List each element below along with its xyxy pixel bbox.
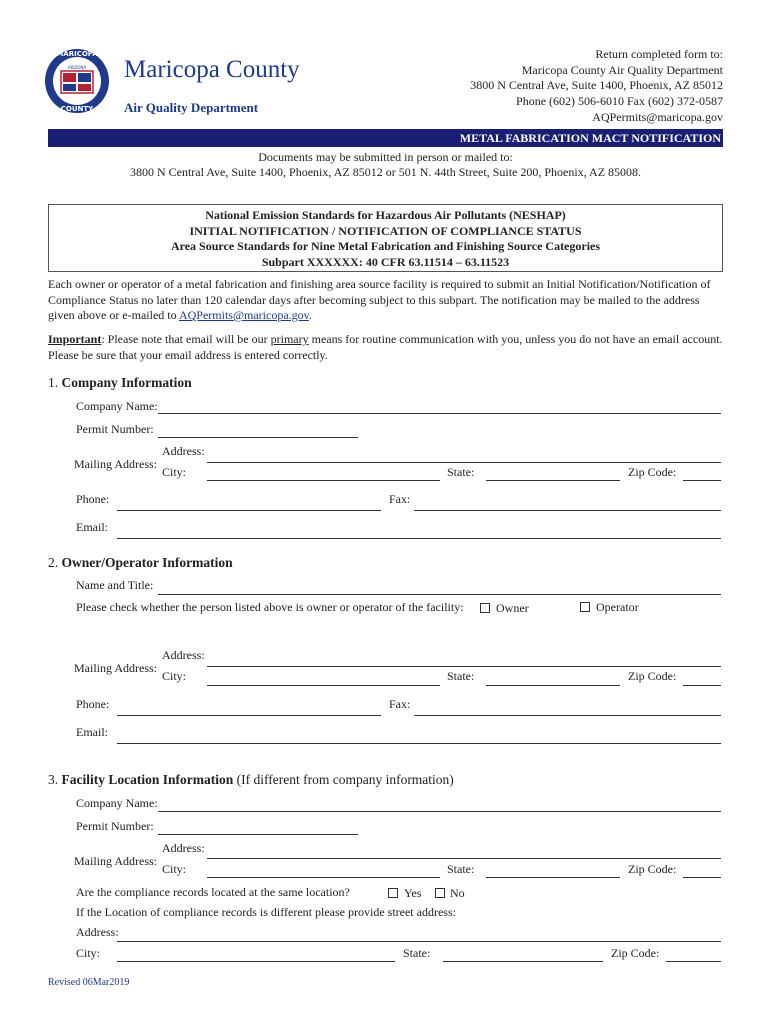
city-field[interactable]: [207, 480, 440, 481]
seal-text-top: MARICOPA: [56, 50, 98, 58]
records-address-field[interactable]: [117, 941, 721, 942]
primary-word: primary: [270, 332, 309, 346]
important-paragraph: [48, 332, 723, 363]
state-label: State:: [447, 862, 475, 876]
important-text-2: means for routine communication with you, unless you do not have an email account. Please be sure that your email address is entered correctly.: [48, 332, 723, 362]
permit-number-field[interactable]: [158, 437, 358, 438]
section-3-title: [48, 772, 454, 788]
return-line: 3800 N Central Ave, Suite 1400, Phoenix, AZ 85012: [470, 78, 723, 93]
organization-name: Maricopa County: [124, 56, 300, 83]
company-name-field[interactable]: [158, 811, 721, 812]
permit-number-label: Permit Number:: [76, 422, 154, 436]
revision-date: Revised 06Mar2019: [48, 977, 130, 988]
important-label: Important: [48, 332, 102, 346]
permit-number-field[interactable]: [158, 834, 358, 835]
mailing-address-label: Mailing Address:: [74, 854, 157, 868]
email-label: Email:: [76, 520, 108, 534]
mailing-address-label: Mailing Address:: [74, 661, 157, 675]
yes-checkbox[interactable]: [388, 888, 398, 898]
records-state-field[interactable]: [443, 961, 603, 962]
zip-label: Zip Code:: [628, 465, 677, 479]
email-field[interactable]: [117, 743, 721, 744]
records-city-label: City:: [76, 946, 101, 960]
address-label: Address:: [162, 648, 205, 662]
company-name-label: Company Name:: [76, 399, 158, 413]
phone-field[interactable]: [117, 715, 381, 716]
address-field[interactable]: [207, 666, 721, 667]
address-field[interactable]: [207, 462, 721, 463]
section-heading: Owner/Operator Information: [61, 555, 233, 570]
intro-end: .: [308, 308, 312, 322]
owner-label: Owner: [496, 601, 529, 615]
name-title-label: Name and Title:: [76, 578, 154, 592]
return-email: AQPermits@maricopa.gov: [592, 109, 723, 124]
fax-field[interactable]: [414, 715, 721, 716]
company-name-label: Company Name:: [76, 796, 158, 810]
records-address-label: Address:: [76, 925, 119, 939]
docs-line: 3800 N Central Ave, Suite 1400, Phoenix, AZ 85012 or 501 N. 44th Street, Suite 200, Phoenix, AZ 85008.: [129, 165, 642, 179]
state-field[interactable]: [486, 480, 620, 481]
permit-number-label: Permit Number:: [76, 819, 154, 833]
no-label: No: [450, 886, 465, 900]
form-title-banner: METAL FABRICATION MACT NOTIFICATION: [48, 129, 723, 147]
email-link[interactable]: AQPermits@maricopa.gov: [178, 308, 309, 322]
seal-text-state: ARIZONA: [67, 65, 87, 70]
address-label: Address:: [162, 444, 205, 458]
operator-checkbox[interactable]: [580, 602, 590, 612]
records-city-field[interactable]: [117, 961, 395, 962]
phone-field[interactable]: [117, 510, 381, 511]
intro-paragraph: [48, 277, 723, 324]
fax-field[interactable]: [414, 510, 721, 511]
neshap-line: INITIAL NOTIFICATION / NOTIFICATION OF COMPLIANCE STATUS: [189, 223, 582, 238]
neshap-box: [48, 204, 723, 272]
operator-label: Operator: [596, 600, 639, 614]
return-line: Phone (602) 506-6010 Fax (602) 372-0587: [516, 94, 723, 109]
mailing-address-label: Mailing Address:: [74, 457, 157, 471]
fax-label: Fax:: [389, 492, 411, 506]
city-field[interactable]: [207, 877, 440, 878]
section-number: 2.: [48, 555, 62, 570]
yes-label: Yes: [404, 886, 422, 900]
address-label: Address:: [162, 841, 205, 855]
state-label: State:: [447, 465, 475, 479]
state-label: State:: [447, 669, 475, 683]
section-1-title: [48, 375, 192, 391]
submission-instructions: [48, 150, 723, 180]
section-number: 3.: [48, 772, 62, 787]
city-label: City:: [162, 862, 187, 876]
records-alt-prompt: If the Location of compliance records is different please provide street address:: [76, 905, 456, 919]
intro-text: Each owner or operator of a metal fabrication and finishing area source facility is required to submit an Initial Notification/Notification of Compliance Status no later than 120 calendar days after becoming subject to this subpart. The notification may be mailed to the address given above or e-mailed to: [48, 277, 711, 322]
zip-label: Zip Code:: [628, 862, 677, 876]
name-title-field[interactable]: [158, 594, 721, 595]
docs-line: Documents may be submitted in person or mailed to:: [258, 150, 513, 164]
address-field[interactable]: [207, 858, 721, 859]
neshap-line: National Emission Standards for Hazardous Air Pollutants (NESHAP): [205, 208, 566, 222]
section-2-title: [48, 555, 233, 571]
email-label: Email:: [76, 725, 108, 739]
records-state-label: State:: [403, 946, 431, 960]
no-checkbox[interactable]: [435, 888, 445, 898]
section-heading: Facility Location Information: [61, 772, 234, 787]
records-zip-field[interactable]: [666, 961, 721, 962]
company-name-field[interactable]: [158, 413, 721, 414]
city-label: City:: [162, 465, 187, 479]
zip-field[interactable]: [683, 877, 721, 878]
city-label: City:: [162, 669, 187, 683]
phone-label: Phone:: [76, 697, 110, 711]
zip-field[interactable]: [683, 685, 721, 686]
fax-label: Fax:: [389, 697, 411, 711]
phone-label: Phone:: [76, 492, 110, 506]
state-field[interactable]: [486, 685, 620, 686]
return-line: Maricopa County Air Quality Department: [521, 62, 723, 77]
owner-checkbox[interactable]: [480, 603, 490, 613]
owner-operator-prompt: Please check whether the person listed above is owner or operator of the facility:: [76, 600, 464, 614]
zip-label: Zip Code:: [628, 669, 677, 683]
state-field[interactable]: [486, 877, 620, 878]
section-subtitle: (If different from company information): [233, 772, 454, 787]
records-question: Are the compliance records located at the same location?: [76, 885, 350, 899]
return-address-block: [393, 47, 723, 126]
county-seal-logo: [44, 44, 110, 118]
email-field[interactable]: [117, 538, 721, 539]
section-number: 1.: [48, 375, 62, 390]
seal-text-bottom: COUNTY: [60, 105, 94, 113]
important-text: : Please note that email will be our: [101, 332, 271, 346]
return-line: Return completed form to:: [595, 47, 723, 61]
neshap-line: Area Source Standards for Nine Metal Fabrication and Finishing Source Categories: [170, 239, 601, 253]
zip-field[interactable]: [683, 480, 721, 481]
records-zip-label: Zip Code:: [611, 946, 660, 960]
neshap-line: Subpart XXXXXX: 40 CFR 63.11514 – 63.11523: [261, 254, 510, 269]
city-field[interactable]: [207, 685, 440, 686]
department-name: Air Quality Department: [124, 100, 259, 115]
section-heading: Company Information: [61, 375, 192, 390]
